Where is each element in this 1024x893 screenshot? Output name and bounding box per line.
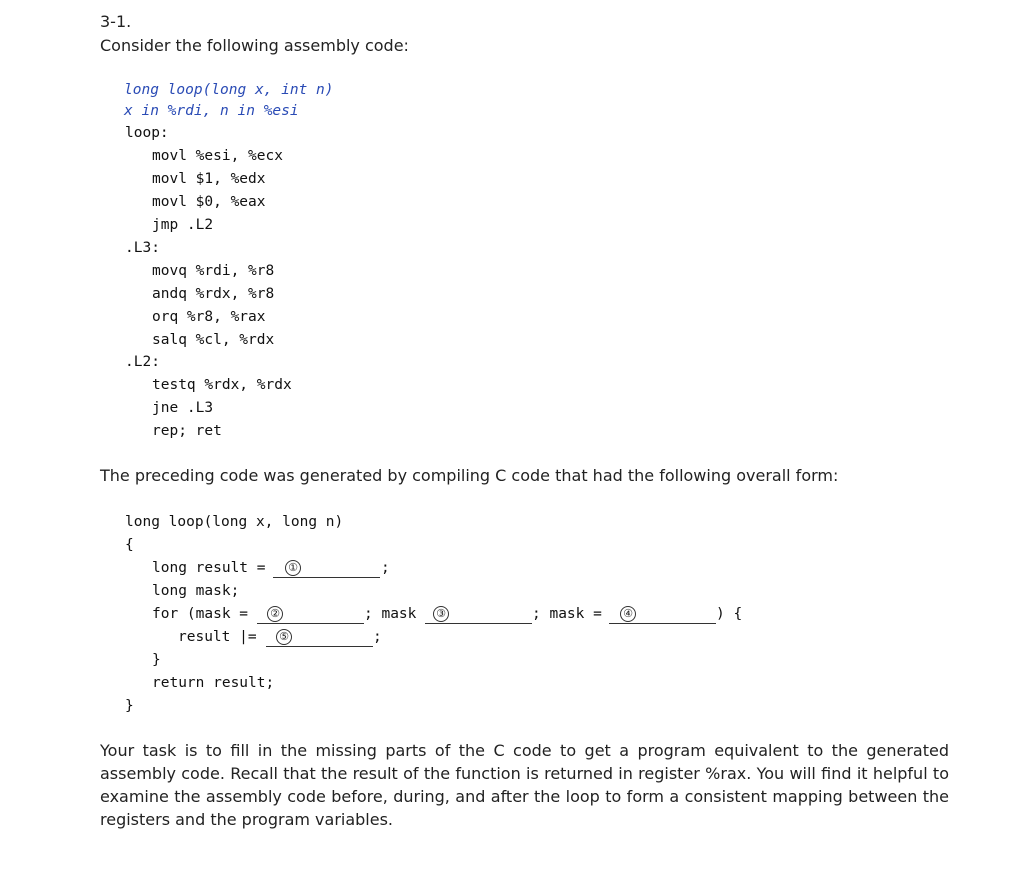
problem-number: 3-1. [100,12,132,31]
asm-instr: movl $1, %edx [152,171,266,187]
blank-marker-2: ② [267,606,283,622]
blank-marker-4: ④ [620,606,636,622]
asm-instr: rep; ret [152,423,222,439]
blank-marker-1: ① [285,560,301,576]
blank-marker-5: ⑤ [276,629,292,645]
asm-instr: jne .L3 [152,400,214,416]
result-decl: long result = [152,560,266,576]
asm-instr: orq %r8, %rax [152,309,266,325]
result-decl-line [0,560,1024,580]
middle-text: The preceding code was generated by compiling C code that had the following overall form: [100,466,839,485]
semicolon: ; [381,560,390,576]
for-end: ) { [716,606,743,622]
label-l3: .L3: [125,240,160,256]
mask-decl: long mask; [152,583,240,599]
result-update-line [0,629,1024,649]
c-signature: long loop(long x, long n) [125,514,344,530]
asm-instr: testq %rdx, %rdx [152,377,292,393]
label-l2: .L2: [125,354,160,370]
label-loop: loop: [125,125,169,141]
reg-n: n in %esi [220,103,299,119]
mask-update: ; mask = [532,606,602,622]
for-start: for (mask = [152,606,249,622]
for-line [0,606,1024,626]
return-statement: return result; [152,675,275,691]
c-open-brace: { [125,537,134,553]
semicolon: ; [373,629,382,645]
asm-instr: movq %rdi, %r8 [152,263,275,279]
asm-instr: movl %esi, %ecx [152,148,283,164]
task-paragraph: Your task is to fill in the missing parts of the C code to get a program equivalent to the generated assembly code. Recall that the result of the function is returned in register %rax. You will find it helpful to examine the assembly code before, during, and after the loop to form a consistent mapping between the registers and the program variables. [100,741,949,829]
c-close-brace: } [125,698,134,714]
asm-instr: movl $0, %eax [152,194,266,210]
asm-instr: jmp .L2 [152,217,214,233]
register-mapping [124,103,299,119]
asm-instr: andq %rdx, %r8 [152,286,275,302]
assembly-signature: long loop(long x, int n) [124,82,334,98]
asm-instr: salq %cl, %rdx [152,332,275,348]
result-update: result |= [178,629,257,645]
intro-text: Consider the following assembly code: [100,36,409,55]
blank-marker-3: ③ [433,606,449,622]
reg-x: x in %rdi, [124,103,212,119]
mask-cond: ; mask [364,606,417,622]
inner-close-brace: } [152,652,161,668]
